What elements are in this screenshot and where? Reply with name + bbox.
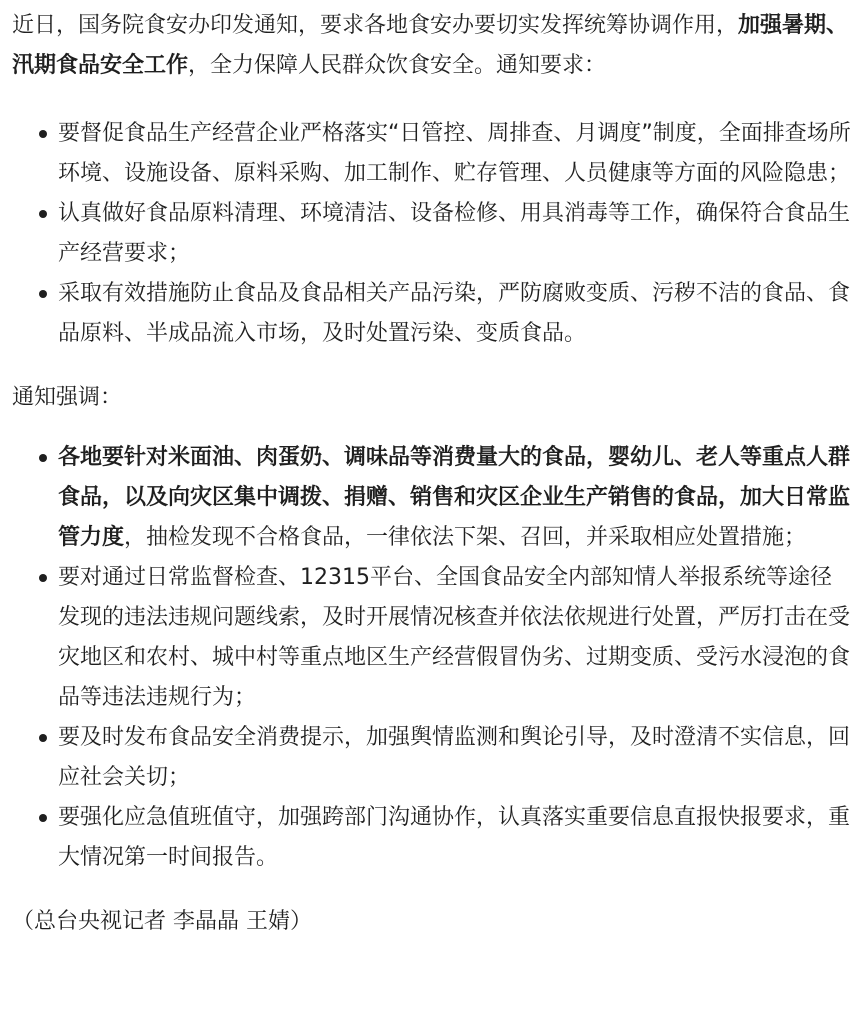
list-item (12, 274, 851, 354)
list-item-text: 认真做好食品原料清理、环境清洁、设备检修、用具消毒等工作，确保符合食品生产经营要求； (58, 201, 851, 266)
intro-text-2: ，全力保障人民群众饮食安全。通知要求： (188, 53, 607, 78)
requirements-list (12, 114, 851, 354)
emphasis-heading: 通知强调： (12, 385, 123, 410)
list-item-text: 采取有效措施防止食品及食品相关产品污染，严防腐败变质、污秽不洁的食品、食品原料、半成品流入市场，及时处置污染、变质食品。 (58, 281, 851, 346)
intro-bold-text: 加强暑期、汛期食品安全工作 (12, 13, 849, 78)
list-item-text: 要及时发布食品安全消费提示，加强舆情监测和舆论引导，及时澄清不实信息，回应社会关切； (58, 725, 851, 790)
intro-text-1: 近日，国务院食安办印发通知，要求各地食安办要切实发挥统筹协调作用， (12, 13, 739, 38)
list-item-text: 要对通过日常监督检查、12315平台、全国食品安全内部知情人举报系统等途径发现的违法违规问题线索，及时开展情况核查并依法依规进行处置，严厉打击在受灾地区和农村、城中村等重点地区生产经营假冒伪劣、过期变质、受污水浸泡的食品等违法违规行为； (58, 565, 851, 710)
list-item-text: 要督促食品生产经营企业严格落实“日管控、周排查、月调度”制度，全面排查场所环境、设施设备、原料采购、加工制作、贮存管理、人员健康等方面的风险隐患； (58, 121, 851, 186)
list-item (12, 114, 851, 194)
list-item (12, 718, 851, 798)
list-item-text: ，抽检发现不合格食品，一律依法下架、召回，并采取相应处置措施； (124, 525, 807, 550)
list-item (12, 194, 851, 274)
reporter-credit: （总台央视记者 李晶晶 王婧） (12, 909, 312, 934)
intro-paragraph (12, 6, 851, 86)
list-item (12, 558, 851, 718)
list-item (12, 438, 851, 558)
list-item-bold-text: 各地要针对米面油、肉蛋奶、调味品等消费量大的食品，婴幼儿、老人等重点人群食品，以及向灾区集中调拨、捐赠、销售和灾区企业生产销售的食品，加大日常监管力度 (58, 445, 851, 550)
list-item-text: 要强化应急值班值守，加强跨部门沟通协作，认真落实重要信息直报快报要求，重大情况第一时间报告。 (58, 805, 851, 870)
emphasis-list (12, 438, 851, 878)
list-item (12, 798, 851, 878)
